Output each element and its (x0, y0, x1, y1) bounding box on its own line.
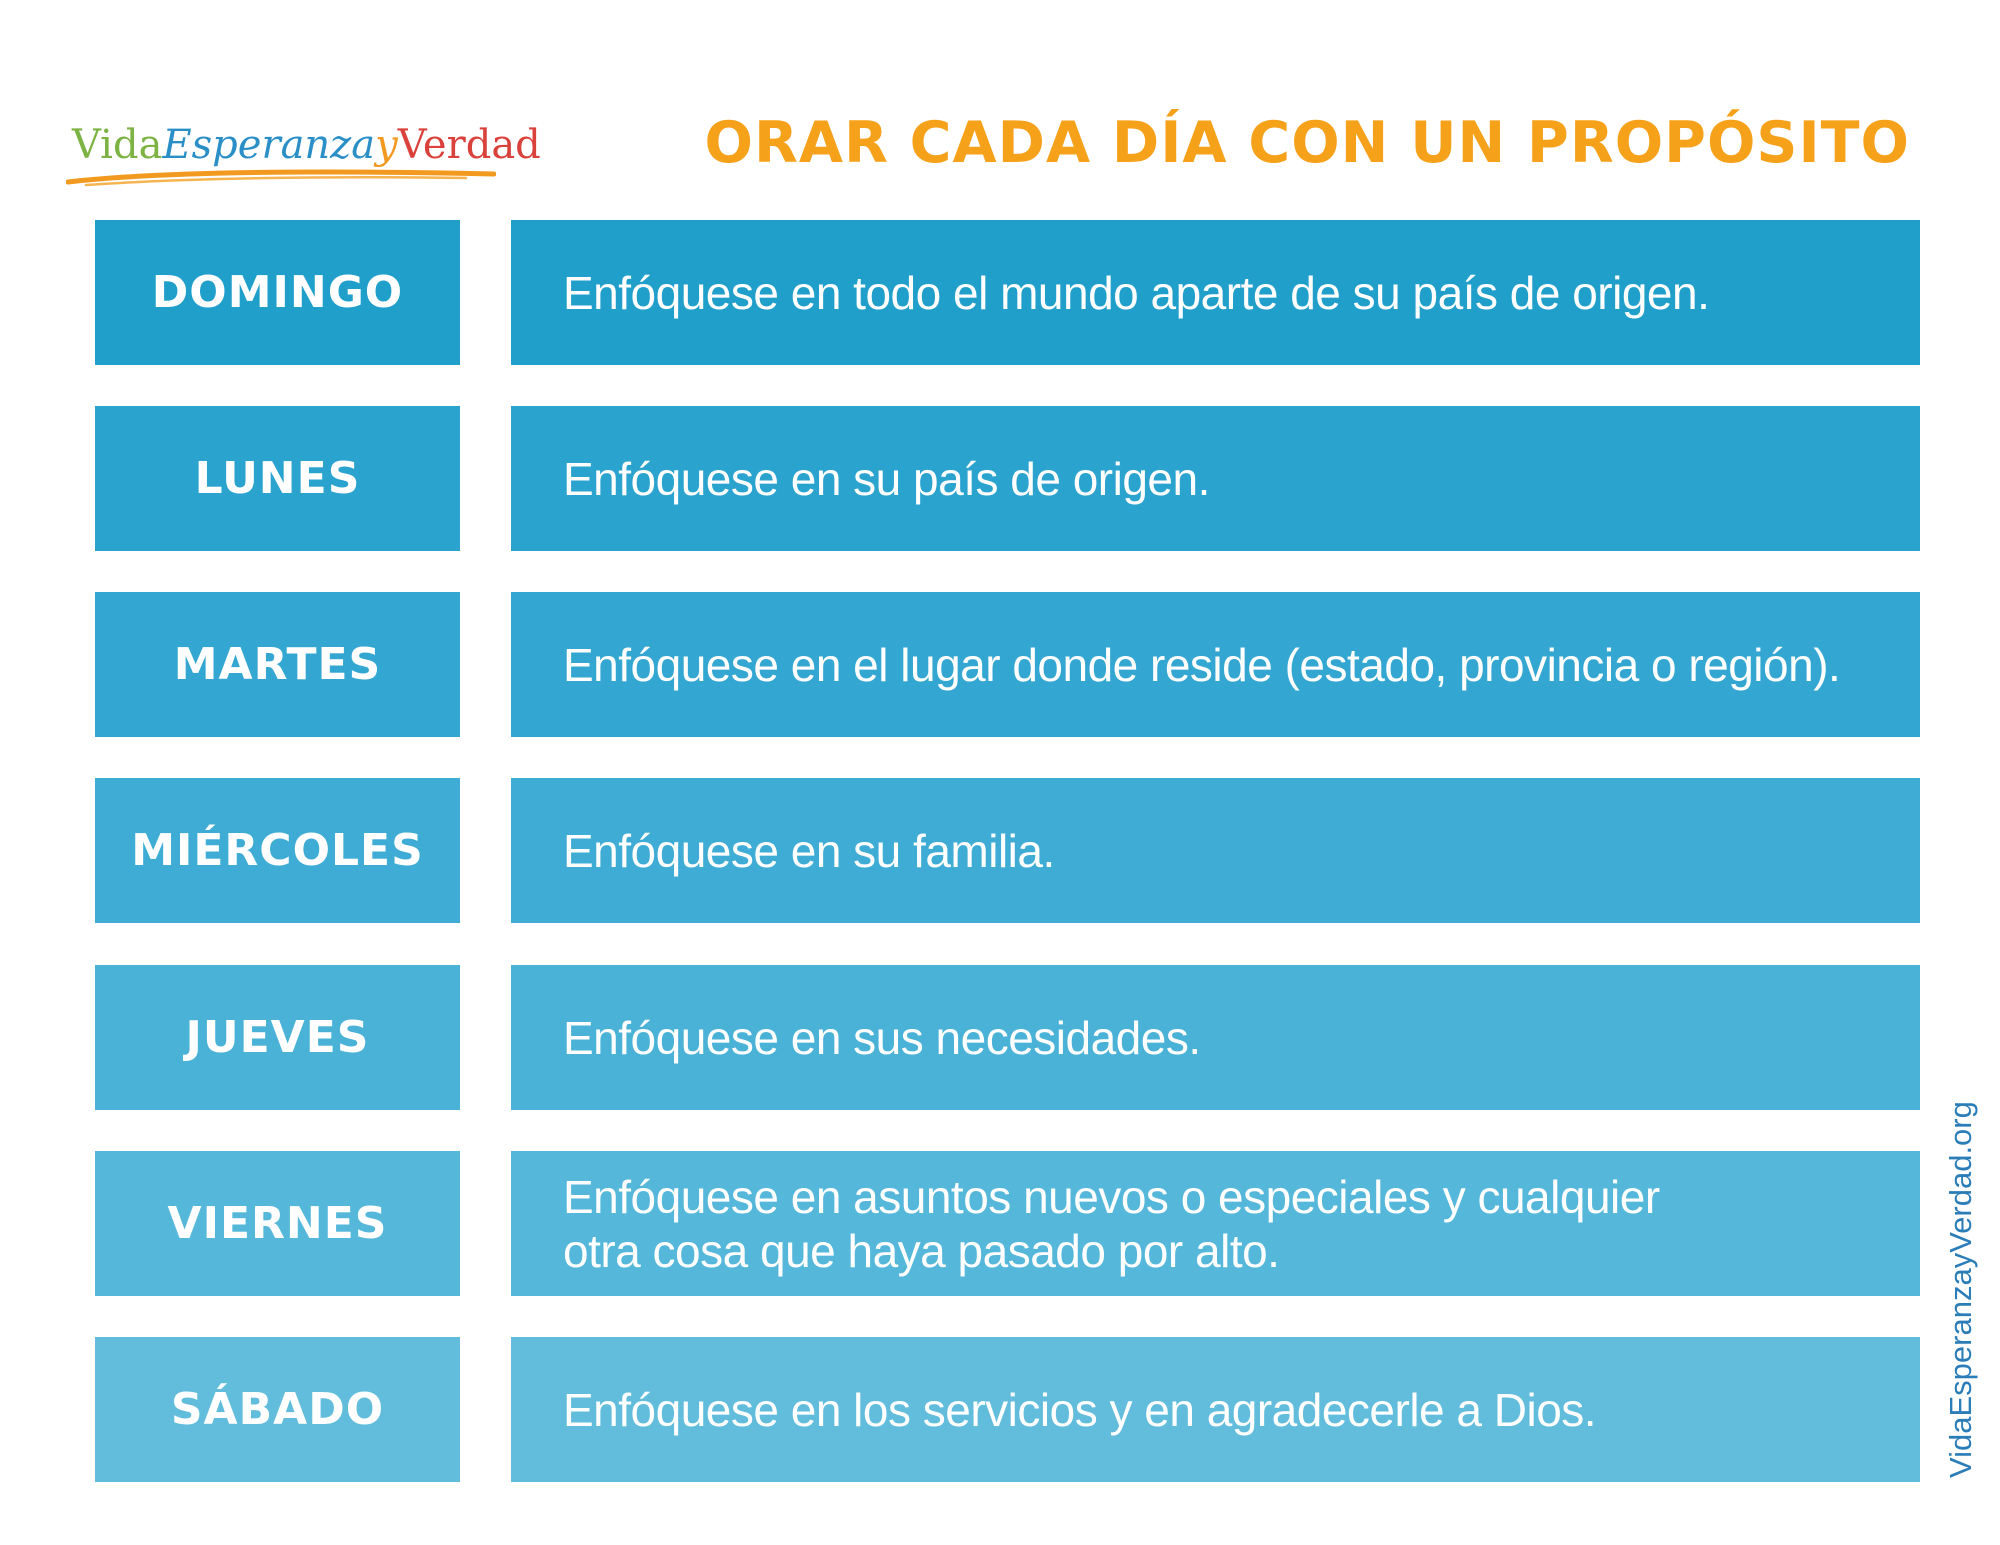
logo-y: y (375, 122, 398, 168)
day-box (95, 220, 460, 365)
list-item (95, 220, 1920, 365)
day-label: JUEVES (185, 1012, 370, 1063)
page-title: ORAR CADA DÍA CON UN PROPÓSITO (704, 110, 1910, 176)
list-item (95, 1337, 1920, 1482)
focus-text: Enfóquese en su país de origen. (563, 452, 1210, 505)
day-box (95, 406, 460, 551)
logo (66, 120, 541, 200)
day-label: MARTES (173, 639, 382, 690)
focus-box (511, 778, 1920, 923)
day-label: LUNES (194, 453, 361, 504)
day-label: SÁBADO (170, 1384, 385, 1435)
focus-box (511, 1151, 1920, 1296)
logo-esperanza: Esperanza (162, 122, 376, 168)
focus-box (511, 965, 1920, 1110)
focus-box (511, 1337, 1920, 1482)
list-item (95, 778, 1920, 923)
focus-box (511, 592, 1920, 737)
website-url: VidaEsperanzayVerdad.org (1943, 1101, 1978, 1478)
day-box (95, 592, 460, 737)
focus-text: Enfóquese en su familia. (563, 824, 1055, 877)
logo-verdad: Verdad (397, 122, 541, 168)
focus-box (511, 406, 1920, 551)
focus-text: Enfóquese en todo el mundo aparte de su país de origen. (563, 266, 1710, 319)
day-box (95, 778, 460, 923)
focus-text: Enfóquese en asuntos nuevos o especiales y cualquier otra cosa que haya pasado por alto. (563, 1170, 1660, 1277)
logo-swoosh-icon (66, 166, 496, 188)
focus-text: Enfóquese en sus necesidades. (563, 1011, 1201, 1064)
list-item (95, 965, 1920, 1110)
day-box (95, 1337, 460, 1482)
focus-text: Enfóquese en los servicios y en agradecerle a Dios. (563, 1383, 1597, 1436)
list-item (95, 406, 1920, 551)
list-item (95, 1151, 1920, 1296)
logo-vida: Vida (72, 122, 163, 168)
day-label: DOMINGO (151, 267, 404, 318)
day-box (95, 965, 460, 1110)
day-label: MIÉRCOLES (131, 825, 424, 876)
focus-box (511, 220, 1920, 365)
list-item (95, 592, 1920, 737)
logo-text (72, 120, 541, 170)
focus-text: Enfóquese en el lugar donde reside (estado, provincia o región). (563, 638, 1841, 691)
day-box (95, 1151, 460, 1296)
day-label: VIERNES (167, 1198, 388, 1249)
